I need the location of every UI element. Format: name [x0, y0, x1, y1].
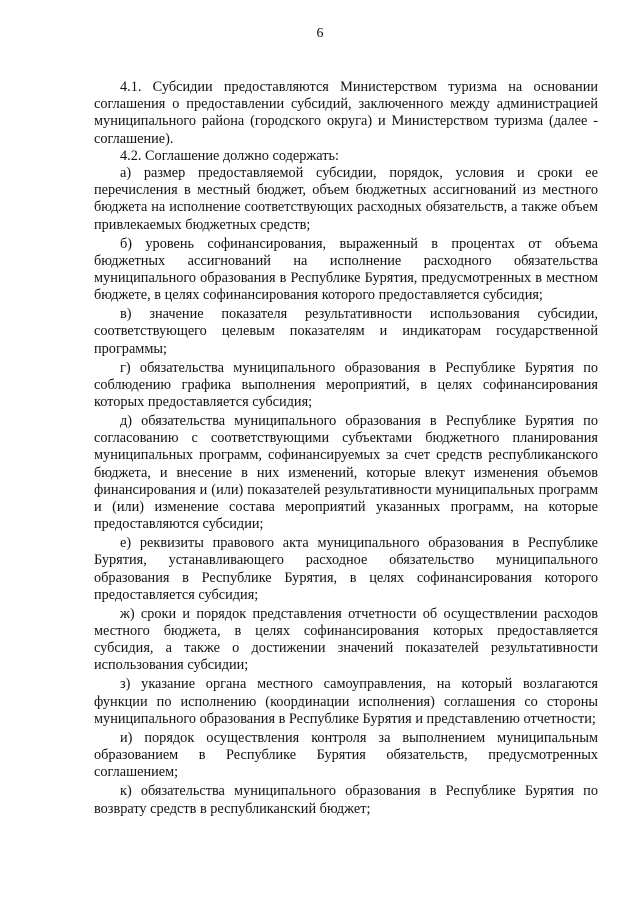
- page-number: 6: [316, 26, 324, 41]
- document-body: [94, 79, 598, 818]
- list-item-i: и) порядок осуществления контроля за выполнением муниципальным образованием в Республике Бурятия обязательств, предусмотренных соглашением;: [94, 729, 598, 781]
- paragraph-4-1: 4.1. Субсидии предоставляются Министерством туризма на основании соглашения о предоставлении субсидий, заключенного между администрацией муниципального района (городского округа) и Министерством туризма (далее - соглашение).: [94, 79, 598, 147]
- list-item-b: б) уровень софинансирования, выраженный в процентах от объема бюджетных ассигнований на исполнение расходного обязательства муниципального образования в Республике Бурятия, предусмотренных в местном бюджете, в целях софинансирования которого предоставляется субсидия;: [94, 235, 598, 304]
- list-item-k: к) обязательства муниципального образования в Республике Бурятия по возврату средств в республиканский бюджет;: [94, 783, 598, 817]
- list-item-e: е) реквизиты правового акта муниципального образования в Республике Бурятия, устанавливающего расходное обязательство муниципального образования в Республике Бурятия, в целях софинансирования которого предоставляется субсидия;: [94, 535, 598, 603]
- list-item-a: а) размер предоставляемой субсидии, порядок, условия и сроки ее перечисления в местный бюджет, объем бюджетных ассигнований из местного бюджета на исполнение соответствующих расходных обязательств, а также объем привлекаемых бюджетных средств;: [94, 165, 598, 233]
- list-item-z: з) указание органа местного самоуправления, на который возлагаются функции по исполнению (координации исполнения) соглашения со стороны муниципального образования в Республике Бурятия и представлению отчетности;: [94, 676, 598, 727]
- list-item-d: д) обязательства муниципального образования в Республике Бурятия по согласованию с соответствующими субъектами бюджетного планирования муниципальных программ, софинансируемых за счет средств республиканского бюджета, и внесение в них изменений, которые влекут изменения объемов финансирования и (или) показателей результативности муниципальных программ и (или) изменение состава мероприятий указанных программ, на которые предоставляются субсидии;: [94, 413, 598, 533]
- list-item-v: в) значение показателя результативности использования субсидии, соответствующего целевым показателям и индикаторам государственной программы;: [94, 306, 598, 357]
- list-item-zh: ж) сроки и порядок представления отчетности об осуществлении расходов местного бюджета, в целях софинансирования которых предоставляется субсидия, а также о достижении значений показателей результативности использования субсидии;: [94, 605, 598, 674]
- list-item-g: г) обязательства муниципального образования в Республике Бурятия по соблюдению графика выполнения мероприятий, в целях софинансирования которых предоставляется субсидия;: [94, 359, 598, 411]
- paragraph-4-2: 4.2. Соглашение должно содержать:: [120, 147, 339, 164]
